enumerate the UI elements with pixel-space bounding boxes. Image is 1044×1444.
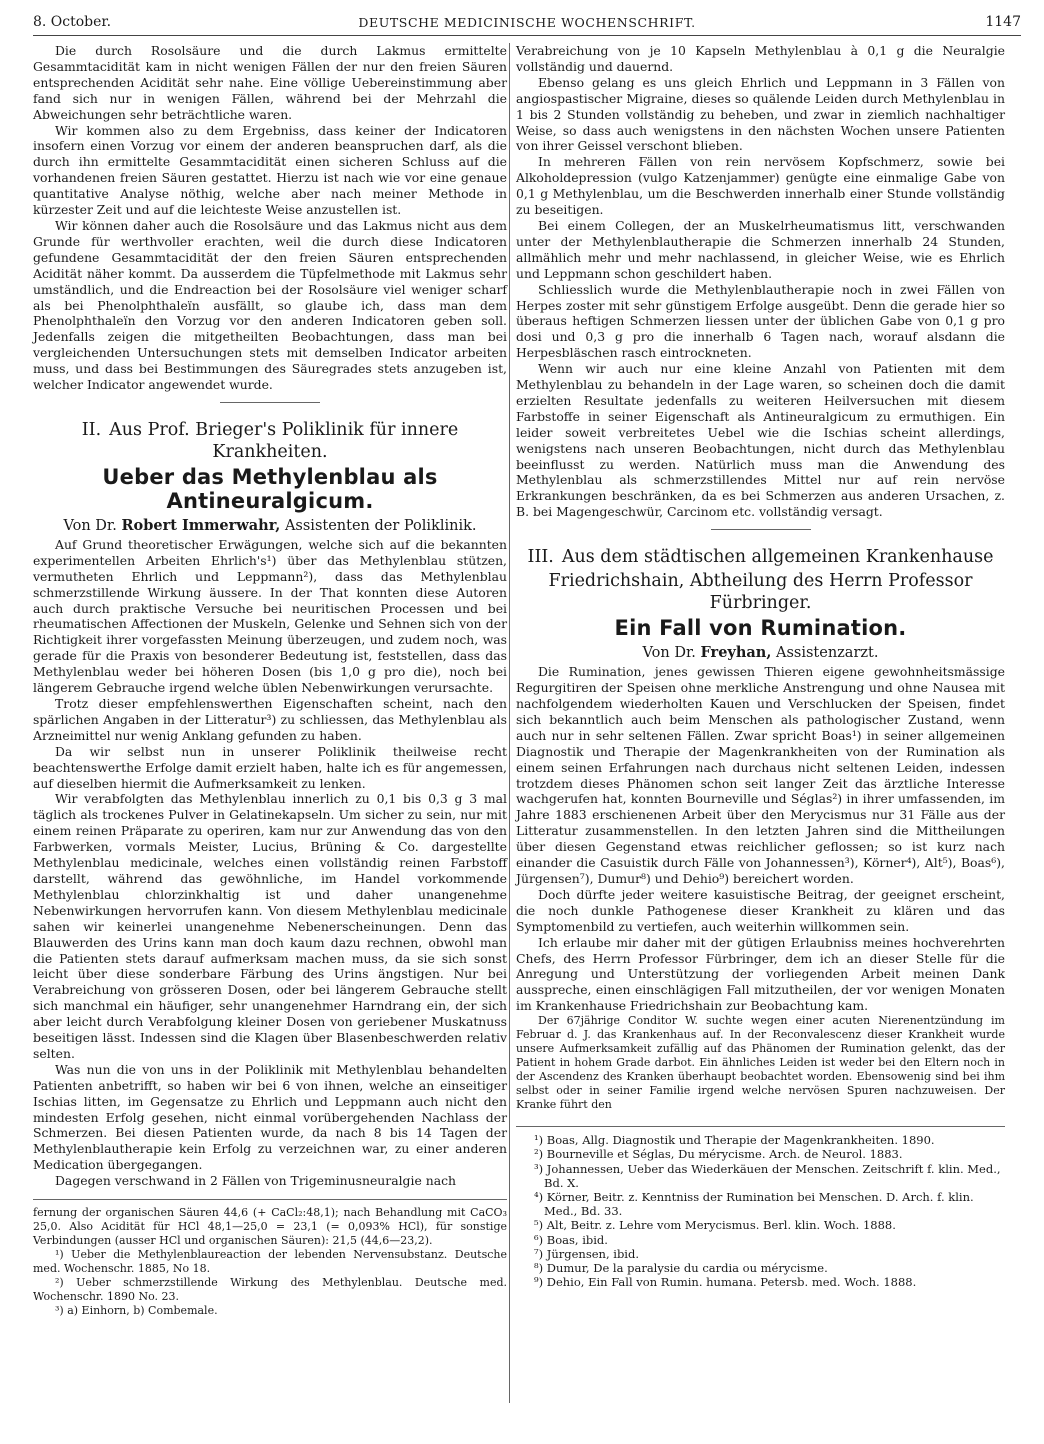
- references-list: [516, 1133, 1005, 1289]
- journal-title: DEUTSCHE MEDICINISCHE WOCHENSCHRIFT.: [358, 15, 696, 30]
- reference-item: ⁷) Jürgensen, ibid.: [534, 1246, 639, 1261]
- reference-item: ¹) Boas, Allg. Diagnostik und Therapie der Magenkrankheiten. 1890.: [534, 1133, 935, 1148]
- paragraph: Trotz dieser empfehlenswerthen Eigenschaften scheint, nach den spärlichen Angaben in der Litteratur³) zu schliessen, das Methylenblau als Arzneimittel nur wenig Anklang gefunden zu haben.: [33, 696, 507, 743]
- left-column: [33, 43, 507, 1318]
- column-divider: [509, 43, 510, 1403]
- paragraph: Auf Grund theoretischer Erwägungen, welche sich auf die bekannten experimentellen Arbeiten Ehrlich's¹) über das Methylenblau stützen, vermutheten Ehrlich und Leppmann²), dass das Methylenblau schmerzstillende Wirkung äussere. In der That konnten diese Autoren auch durch praktische Versuche bei neuritischen Processen und bei rheumatischen Affectionen der Muskeln, Gelenke und Sehnen sich von der Richtigkeit ihrer vorgefassten Meinung überzeugen, und zudem noch, was gerade für die Praxis von besonderer Bedeutung ist, feststellen, dass das Methylenblau weder bei höheren Dosen (bis 1,0 g pro die), noch bei längerem Gebrauche irgend welche üblen Nebenwirkungen verursachte.: [33, 536, 507, 696]
- footnote-rule: [516, 1126, 1005, 1127]
- section-heading-ii: [33, 419, 507, 463]
- paragraph: Wir können daher auch die Rosolsäure und das Lakmus nicht aus dem Grunde für werthvoller erachten, weil die durch diese Indicatoren gefundene Gesammtacidität der den freien Säuren entsprechenden Acidität näher kommt. Da ausserdem die Tüpfelmethode mit Lakmus sehr umständlich, und die Endreaction bei der Rosolsäure viel weniger scharf als bei Phenolphthaleïn ausfällt, so glaube ich, dass man dem Phenolphthaleïn den Vorzug vor den anderen Indicatoren geben soll. Jedenfalls zeigen die mitgetheilten Beobachtungen, dass man bei vergleichenden Untersuchungen stets mit demselben Indicator arbeiten muss, und dass bei Bestimmungen des Säuregrades stets anzugeben ist, welcher Indicator angewendet wurde.: [33, 217, 507, 393]
- paragraph: Was nun die von uns in der Poliklinik mit Methylenblau behandelten Patienten anbetrifft, so haben wir bei 6 von ihnen, welche an einseitiger Ischias litten, im Gegensatze zu Ehrlich und Leppmann auch nicht den mindesten Erfolg gesehen, nicht einmal vorübergehenden Nachlass der Schmerzen. Bei diesen Patienten wurde, da nach 8 bis 14 Tagen der Methylenblautherapie kein Erfolg zu verzeichnen war, zu einer anderen Medication übergegangen.: [33, 1061, 507, 1173]
- reference-item: ³) Johannessen, Ueber das Wiederkäuen der Menschen. Zeitschrift f. klin. Med., Bd. X.: [534, 1161, 1001, 1190]
- reference-item: ⁶) Boas, ibid.: [534, 1232, 608, 1247]
- right-column: [516, 43, 1005, 1289]
- byline-prefix: Von Dr.: [642, 645, 701, 662]
- paragraph: Wir kommen also zu dem Ergebniss, dass keiner der Indicatoren insofern einen Vorzug vor einem der anderen beanspruchen darf, als die durch ihn ermittelte Gesammtacidität einen sicheren Schluss auf die vorhandenen freien Säuren gestattet. Hierzu ist nach wie vor eine genaue quantitative Analyse nöthig, welche aber nach meiner Methode in kürzester Zeit und auf die leichteste Weise anzustellen ist.: [33, 122, 507, 218]
- paragraph: Die Rumination, jenes gewissen Thieren eigene gewohnheitsmässige Regurgitiren der Speisen ohne merkliche Anstrengung und ohne Nausea mit nachfolgendem wiederholten Kauen und Verschlucken der Speisen, findet sich bekanntlich auch beim Menschen als pathologischer Zustand, wenn auch nur in sehr seltenen Fällen. Zwar spricht Boas¹) in seiner allgemeinen Diagnostik und Therapie der Magenkrankheiten von der Rumination als einem seinen Erfahrungen nach durchaus nicht seltenen Leiden, indessen trotzdem dieses Phänomen schon seit langer Zeit das ärztliche Interesse wachgerufen hat, konnten Bourneville und Séglas²) in ihrer umfassenden, im Jahre 1883 erschienenen Arbeit über den Merycismus nur 31 Fälle aus der Litteratur zusammenstellen. In den letzten Jahren sind die Mittheilungen über diesen Gegenstand etwas reichlicher geflossen; so ist kurz nach einander die Casuistik durch Fälle von Johannessen³), Körner⁴), Alt⁵), Boas⁶), Jürgensen⁷), Dumur⁸) und Dehio⁹) bereichert worden.: [516, 664, 1005, 886]
- reference-item: ²) Bourneville et Séglas, Du mérycisme. Arch. de Neurol. 1883.: [534, 1147, 903, 1162]
- paragraph: Die durch Rosolsäure und die durch Lakmus ermittelte Gesammtacidität kam in nicht wenigen Fällen der nur den freien Säuren entsprechenden Acidität sehr nahe. Eine völlige Uebereinstimmung aber fand sich nur in wenigen Fällen, während bei der Mehrzahl die Abweichungen sehr beträchtliche waren.: [33, 43, 507, 122]
- page-header: [33, 14, 1021, 36]
- article-title: Ueber das Methylenblau als Antineuralgicum.: [102, 464, 438, 513]
- section-number: II.: [81, 419, 102, 440]
- section-source: Aus Prof. Brieger's Poliklinik für innere Krankheiten.: [109, 419, 459, 462]
- reference-item: ⁵) Alt, Beitr. z. Lehre vom Merycismus. Berl. klin. Woch. 1888.: [534, 1218, 896, 1233]
- paragraph: In mehreren Fällen von rein nervösem Kopfschmerz, sowie bei Alkoholdepression (vulgo Katzenjammer) genügte eine einmalige Gabe von 0,1 g Methylenblau, um die Beschwerden innerhalb einer Stunde vollständig zu beseitigen.: [516, 154, 1005, 218]
- author-role: Assistenten der Poliklinik.: [280, 517, 477, 534]
- paragraph: Verabreichung von je 10 Kapseln Methylenblau à 0,1 g die Neuralgie vollständig und dauernd.: [516, 43, 1005, 74]
- section-heading-iii: [516, 546, 1005, 568]
- paragraph: Schliesslich wurde die Methylenblautherapie noch in zwei Fällen von Herpes zoster mit sehr günstigem Erfolge ausgeübt. Denn die gerade hier so überaus heftigen Schmerzen liessen unter der üblichen Gabe von 0,1 g pro dosi und 0,3 g pro die innerhalb 6 Tagen nach, worauf alsdann die Herpesbläschen rasch eintrockneten.: [516, 281, 1005, 361]
- paragraph: Wenn wir auch nur eine kleine Anzahl von Patienten mit dem Methylenblau zu behandeln in der Lage waren, so scheinen doch die damit erzielten Resultate jedenfalls zu weiteren Heilversuchen mit diesem Farbstoffe in seiner Eigenschaft als Antineuralgicum zu ermuthigen. Ein leider soweit verbreitetes Uebel wie die Ischias scheint allerdings, wenigstens nach unseren Beobachtungen, nicht durch das Methylenblau beeinflusst zu werden. Natürlich muss man die Anwendung des Methylenblau als schmerzstillendes Mittel nur auf rein nervöse Erkrankungen beschränken, da es bei Schmerzen aus anderen Ursachen, z. B. bei Magengeschwür, Carcinom etc. vollständig versagt.: [516, 361, 1005, 520]
- paragraph: Bei einem Collegen, der an Muskelrheumatismus litt, verschwanden unter der Methylenblautherapie die Schmerzen innerhalb 24 Stunden, allmählich mehr und mehr nachlassend, in gleicher Weise, wie es Ehrlich und Leppmann schon geschildert haben.: [516, 217, 1005, 281]
- author-role: Assistenzarzt.: [771, 645, 879, 662]
- section-divider: [711, 529, 811, 530]
- author-name: Freyhan,: [700, 644, 772, 662]
- page-number: 1147: [985, 14, 1021, 30]
- header-rule: [33, 35, 1021, 36]
- case-report-paragraph: Der 67jährige Conditor W. suchte wegen einer acuten Nierenentzündung im Februar d. J. das Krankenhaus auf. In der Reconvalescenz dieser Krankheit wurde unsere Aufmerksamkeit zufällig auf das Phänomen der Rumination gelenkt, das der Patient in hohem Grade darbot. Ein ähnliches Leiden ist weder bei den Eltern noch in der Ascendenz des Kranken überhaupt beobachtet worden. Ebensowenig sind bei ihm selbst oder in seiner Familie irgend welche nervösen Spuren nachzuweisen. Der Kranke führt den: [516, 1014, 1005, 1112]
- issue-date: 8. October.: [33, 14, 112, 30]
- paragraph: Dagegen verschwand in 2 Fällen von Trigeminusneuralgie nach: [55, 1173, 457, 1189]
- paragraph: Doch dürfte jeder weitere kasuistische Beitrag, der geeignet erscheint, die noch dunkle Pathogenese dieser Krankheit zu klären und das Symptomenbild zu vertiefen, auch weiterhin willkommen sein.: [516, 886, 1005, 934]
- paragraph: Wir verabfolgten das Methylenblau innerlich zu 0,1 bis 0,3 g 3 mal täglich als trockenes Pulver in Gelatinekapseln. Um sicher zu sein, nur mit einem reinen Präparate zu operiren, kam nur zur Anwendung das von den Farbwerken, vormals Meister, Lucius, Brüning & Co. dargestellte Methylenblau medicinale, welches einen vollständig reinen Farbstoff darstellt, während das gewöhnliche, im Handel vorkommende Methylenblau chlorzinkhaltig ist und daher unangenehme Nebenwirkungen hervorrufen kann. Von diesem Methylenblau medicinale sahen wir keinerlei unangenehme Nebenerscheinungen. Denn das Blauwerden des Urins kann man doch kaum dazu rechnen, obwohl man die Patienten stets darauf aufmerksam machen muss, da sie sich sonst leicht über diese sonderbare Färbung des Urins ängstigen. Nur bei Verabreichung von grösseren Dosen, oder bei längerem Gebrauche stellt sich manchmal ein häufiger, sehr unangenehmer Harndrang ein, der sich aber leicht durch Verabfolgung kleiner Dosen von geriebener Muskatnuss beseitigen lässt. Indessen sind die Klagen über Blasenbeschwerden relativ selten.: [33, 791, 507, 1061]
- paragraph: Ebenso gelang es uns gleich Ehrlich und Leppmann in 3 Fällen von angiospastischer Migraine, dieses so quälende Leiden durch Methylenblau in 1 bis 2 Stunden vollständig zu beheben, und zwar in ziemlich nachhaltiger Weise, so dass auch wenigstens in den nächsten Wochen unsere Patienten von ihrer Geissel verschont blieben.: [516, 74, 1005, 154]
- author-name: Robert Immerwahr,: [121, 516, 281, 534]
- paragraph: Da wir selbst nun in unserer Poliklinik theilweise recht beachtenswerthe Erfolge damit erzielt haben, halte ich es für angemessen, auf dieselben hiermit die Aufmerksamkeit zu lenken.: [33, 743, 507, 791]
- footnote: ³) a) Einhorn, b) Combemale.: [55, 1304, 218, 1318]
- footnote-continuation: fernung der organischen Säuren 44,6 (+ CaCl₂:48,1); nach Behandlung mit CaCO₃ 25,0. Also Acidität für HCl 48,1—25,0 = 23,1 (= 0,093% HCl), für sonstige Verbindungen (ausser HCl und organischen Säuren): 21,5 (44,6—23,2).: [33, 1206, 507, 1248]
- article-byline: [33, 517, 507, 535]
- footnote-rule: [33, 1199, 507, 1200]
- reference-item: ⁸) Dumur, De la paralysie du cardia ou mérycisme.: [534, 1260, 828, 1275]
- paragraph: Ich erlaube mir daher mit der gütigen Erlaubniss meines hochverehrten Chefs, des Herrn Professor Fürbringer, dem ich an dieser Stelle für die Anregung und Unterstützung der vorliegenden Arbeit meinen Dank ausspreche, einen einschlägigen Fall mitzutheilen, der vor wenigen Monaten im Krankenhause Friedrichshain zur Beobachtung kam.: [516, 934, 1005, 1014]
- section-divider: [220, 402, 320, 403]
- section-source-line-2: Friedrichshain, Abtheilung des Herrn Professor Fürbringer.: [548, 571, 973, 614]
- section-source-line-1: Aus dem städtischen allgemeinen Krankenhause: [561, 547, 994, 568]
- footnote: ¹) Ueber die Methylenblaureaction der lebenden Nervensubstanz. Deutsche med. Wochenschr. 1885, No 18.: [33, 1248, 507, 1276]
- section-number: III.: [527, 547, 554, 568]
- byline-prefix: Von Dr.: [63, 517, 122, 534]
- reference-item: ⁹) Dehio, Ein Fall von Rumin. humana. Petersb. med. Woch. 1888.: [534, 1275, 917, 1290]
- article-title: Ein Fall von Rumination.: [614, 616, 907, 641]
- footnote: ²) Ueber schmerzstillende Wirkung des Methylenblau. Deutsche med. Wochenschr. 1890 No. 23.: [33, 1276, 507, 1304]
- reference-item: ⁴) Körner, Beitr. z. Kenntniss der Rumination bei Menschen. D. Arch. f. klin. Med., Bd. 33.: [534, 1189, 974, 1219]
- article-byline: [516, 644, 1005, 662]
